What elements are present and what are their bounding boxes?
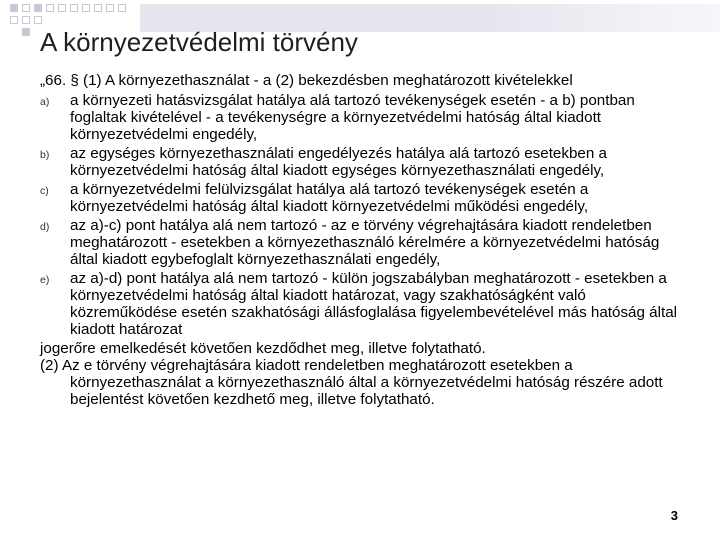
list-item-text: az a)-d) pont hatálya alá nem tartozó - külön jogszabályban meghatározott - esetekben a környezetvédelmi hatóság által kiadott határozat, vagy szakhatóságként való közreműködése esetén szakhatósági állásfoglalása figyelembevételével más hatóság által kiadott határozat <box>70 270 678 338</box>
decor-square <box>22 4 30 12</box>
decor-square <box>10 16 18 24</box>
decor-square <box>94 4 102 12</box>
decor-square <box>46 4 54 12</box>
decor-square <box>118 4 126 12</box>
slide-body <box>40 72 680 408</box>
decor-square <box>82 4 90 12</box>
decor-square <box>106 4 114 12</box>
list-marker: a) <box>40 96 50 108</box>
page-number: 3 <box>670 508 678 523</box>
list-item <box>40 270 680 338</box>
list-item <box>40 181 680 215</box>
second-paragraph <box>40 357 680 408</box>
decor-square <box>10 4 18 12</box>
list-marker: b) <box>40 149 50 161</box>
decor-square <box>22 28 30 36</box>
decor-square <box>34 16 42 24</box>
list-marker: e) <box>40 274 50 286</box>
list-item-text: a környezeti hatásvizsgálat hatálya alá tartozó tevékenységek esetén - a b) pontban foglaltak kivételével - a tevékenységre a környezetvédelmi hatóság által kiadott környezetvédelmi engedély, <box>70 92 635 143</box>
decor-square <box>70 4 78 12</box>
list-marker: d) <box>40 221 50 233</box>
list-item-text: a környezetvédelmi felülvizsgálat hatálya alá tartozó tevékenységek esetén a környezetvédelmi hatóság által kiadott környezetvédelmi működési engedély, <box>70 181 589 215</box>
slide-title: A környezetvédelmi törvény <box>40 27 358 57</box>
list-item <box>40 145 680 179</box>
list-item-text: az egységes környezethasználati engedélyezés hatálya alá tartozó esetekben a környezetvédelmi hatóság által kiadott egységes környezethasználati engedély, <box>70 145 607 179</box>
list-item <box>40 217 680 268</box>
decor-square <box>58 4 66 12</box>
second-paragraph-first-line: (2) Az e törvény végrehajtására kiadott rendeletben meghatározott esetekben a <box>40 357 573 374</box>
list-marker: c) <box>40 185 49 197</box>
second-paragraph-continuation: környezethasználat a környezethasználó által a környezetvédelmi hatóság részére adott bejelentést követően kezdhető meg, illetve folytatható. <box>70 374 663 408</box>
list-item <box>40 92 680 143</box>
decor-square <box>34 4 42 12</box>
decor-square <box>22 16 30 24</box>
intro-paragraph: „66. § (1) A környezethasználat - a (2) bekezdésben meghatározott kivételekkel <box>40 72 573 89</box>
closing-paragraph: jogerőre emelkedését követően kezdődhet meg, illetve folytatható. <box>40 340 486 357</box>
list-item-text: az a)-c) pont hatálya alá nem tartozó - az e törvény végrehajtására kiadott rendeletben meghatározott - esetekben a környezethasználó kérelmére a környezetvédelmi hatóság által kiadott egybefoglalt környezethasználati engedély, <box>70 217 660 268</box>
